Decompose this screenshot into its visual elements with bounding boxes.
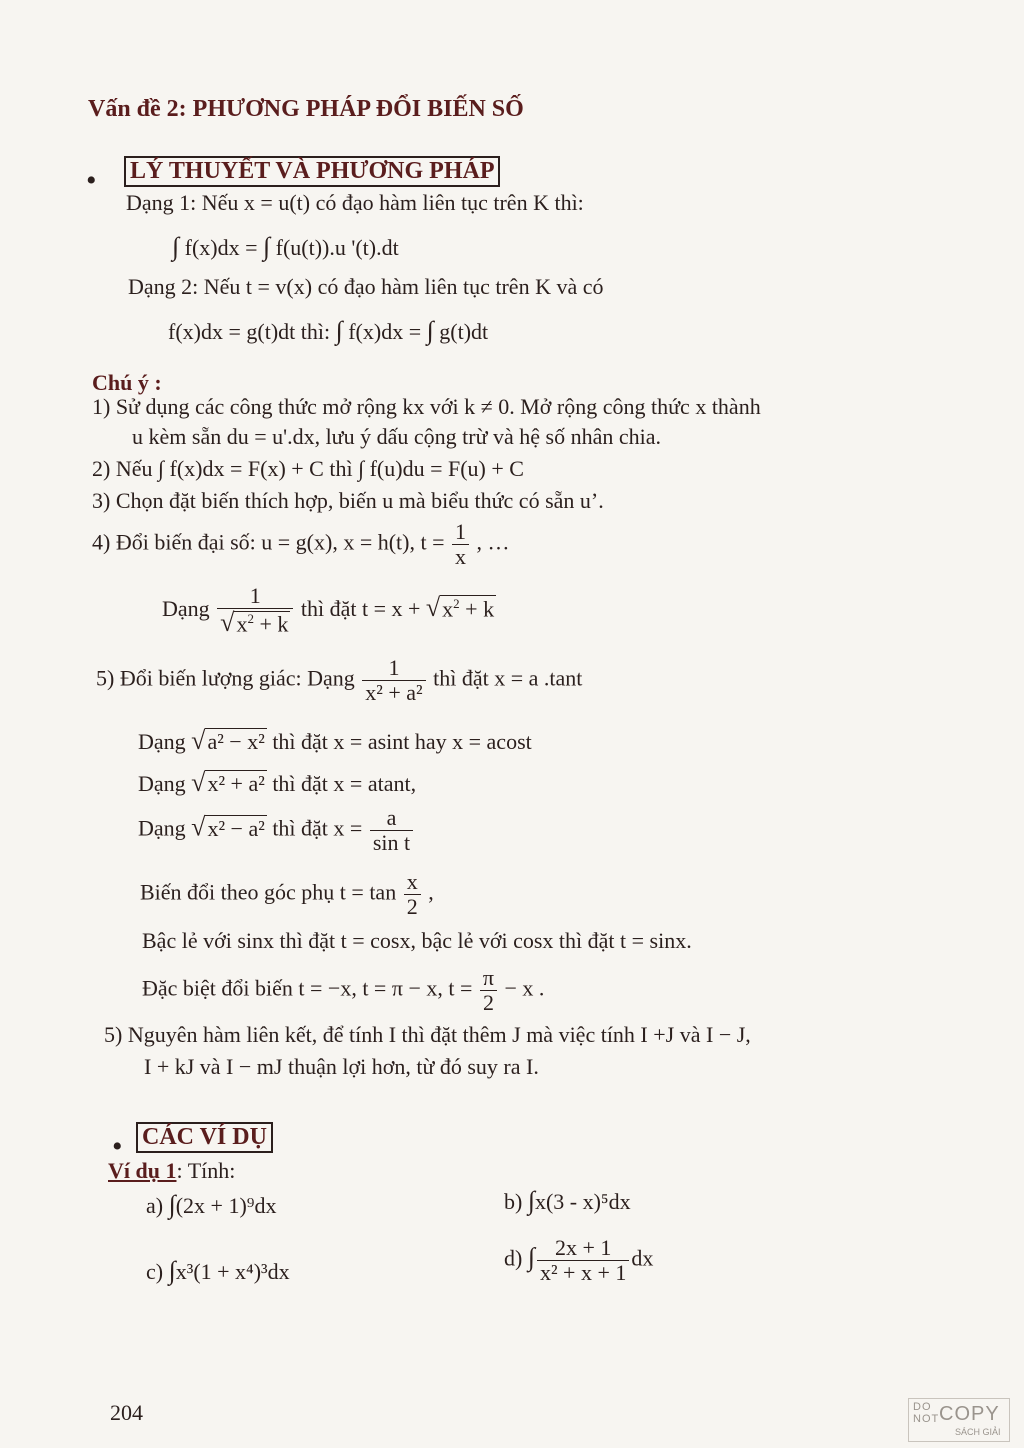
dang-then: thì đặt x = asint hay x = acost — [272, 729, 532, 754]
fraction-denominator: x² + x + 1 — [537, 1260, 629, 1285]
dang1-text: Dạng 1: Nếu x = u(t) có đạo hàm liên tục trên K thì: — [126, 190, 584, 215]
integral-icon: ∫ — [335, 316, 343, 345]
goc-phu-text: Biến đổi theo góc phụ t = tan — [140, 879, 397, 905]
dang-label: Dạng — [138, 729, 186, 754]
fraction — [537, 1236, 629, 1285]
notes-heading: Chú ý : — [92, 370, 162, 395]
note-4-tail: , … — [476, 529, 510, 555]
fraction — [217, 584, 293, 638]
fraction — [370, 806, 413, 855]
dang-label: Dạng — [138, 771, 186, 796]
note-5-text: 5) Đổi biến lượng giác: Dạng — [96, 665, 355, 691]
dang2-formula — [168, 316, 488, 346]
fraction-numerator: π — [482, 965, 494, 990]
fraction — [452, 520, 469, 569]
integral-icon: ∫ — [527, 1242, 535, 1272]
example-b — [504, 1186, 631, 1216]
fraction-numerator: 1 — [388, 655, 400, 680]
dang-then: thì đặt x = — [272, 815, 363, 841]
dang1-formula-left: f(x)dx = — [184, 235, 258, 260]
trig-dang-1 — [138, 726, 532, 756]
note-2: 2) Nếu ∫ f(x)dx = F(x) + C thì ∫ f(u)du = F(u) + C — [92, 456, 524, 481]
goc-phu — [140, 870, 434, 919]
fraction — [404, 870, 421, 919]
fraction-denominator: sin t — [370, 830, 413, 855]
fraction-denominator: $√x^2 + k$ — [217, 608, 293, 638]
bullet-icon: • — [86, 164, 97, 197]
logo-do: DO — [913, 1401, 932, 1413]
fraction-numerator: x — [406, 869, 418, 894]
page-title: Vấn đề 2: PHƯƠNG PHÁP ĐỔI BIẾN SỐ — [88, 96, 524, 122]
example-c — [146, 1256, 290, 1286]
note-6-line-2: I + kJ và I − mJ thuận lợi hơn, từ đó suy ra I. — [144, 1054, 539, 1079]
example-b-expr: x(3 - x)⁵dx — [534, 1189, 631, 1214]
dang1-formula — [172, 232, 399, 262]
fraction-numerator: a — [386, 805, 397, 830]
fraction-denominator: x — [452, 544, 469, 569]
trig-dang-3 — [138, 806, 415, 855]
sqrt-icon: √ — [191, 768, 206, 797]
dang-label: Dạng — [162, 595, 210, 621]
section-heading-theory: LÝ THUYẾT VÀ PHƯƠNG PHÁP — [124, 156, 500, 187]
sqrt-icon: √ — [191, 812, 206, 842]
integral-icon: ∫ — [168, 1190, 176, 1219]
example-a — [146, 1190, 276, 1220]
dac-biet-tail: − x . — [504, 975, 545, 1001]
fraction-numerator: 1 — [249, 583, 261, 608]
note-1-line-1: 1) Sử dụng các công thức mở rộng kx với k ≠ 0. Mở rộng công thức x thành — [92, 394, 761, 419]
sqrt-icon: √ — [220, 608, 235, 638]
example-d-tail: dx — [631, 1245, 654, 1271]
note-6-line-1: 5) Nguyên hàm liên kết, để tính I thì đặt thêm J mà việc tính I +J và I − J, — [104, 1022, 751, 1047]
note-4-dang: Dạng $\frac{1}{√x^2 + k}$ thì đặt $t = x + √x^2 + k$ — [162, 583, 495, 638]
goc-phu-tail: , — [428, 879, 434, 905]
example-1-heading — [108, 1158, 235, 1184]
dang1-formula-right: f(u(t)).u '(t).dt — [275, 235, 399, 260]
integral-icon: ∫ — [527, 1186, 535, 1215]
fraction — [480, 966, 497, 1015]
note-4-text: 4) Đổi biến đại số: u = g(x), x = h(t), t = — [92, 529, 445, 555]
logo-copy: COPY — [939, 1403, 1000, 1425]
note-3: 3) Chọn đặt biến thích hợp, biến u mà biểu thức có sẵn u’. — [92, 488, 604, 513]
fraction-numerator: 2x + 1 — [554, 1235, 612, 1260]
dang2-text: Dạng 2: Nếu t = v(x) có đạo hàm liên tục trên K và có — [128, 274, 604, 299]
fraction — [362, 656, 425, 705]
fraction-denominator: x² + a² — [362, 680, 425, 705]
do-not-copy-logo — [908, 1398, 1010, 1442]
example-a-expr: (2x + 1)⁹dx — [175, 1193, 277, 1218]
dac-biet-text: Đặc biệt đổi biến t = −x, t = π − x, t = — [142, 975, 473, 1001]
radicand: a² − x² — [207, 729, 265, 754]
fraction-numerator: 1 — [455, 519, 467, 544]
logo-not: NOT — [913, 1413, 940, 1425]
page-number: 204 — [110, 1400, 143, 1425]
radicand: x² + a² — [207, 771, 265, 796]
note-1-line-2: u kèm sẵn du = u'.dx, lưu ý dấu cộng trừ và hệ số nhân chia. — [132, 424, 661, 449]
example-1-tail: : Tính: — [176, 1158, 236, 1183]
dang2-formula-b: f(x)dx = — [348, 319, 422, 344]
dang2-formula-a: f(x)dx = g(t)dt thì: — [168, 319, 331, 344]
integral-icon: ∫ — [168, 1256, 176, 1285]
section-heading-examples: CÁC VÍ DỤ — [136, 1122, 273, 1153]
example-a-label: a) — [146, 1193, 164, 1218]
example-c-label: c) — [146, 1259, 164, 1284]
radicand-tail: + k — [465, 595, 495, 621]
fraction-denominator: 2 — [480, 990, 497, 1015]
note-5 — [96, 656, 582, 705]
example-d — [504, 1236, 653, 1285]
dang-then: thì đặt t = x + — [300, 595, 421, 621]
bullet-icon: • — [112, 1130, 123, 1163]
fraction-denominator: 2 — [404, 894, 421, 919]
integral-icon: ∫ — [263, 232, 271, 261]
bac-le: Bậc lẻ với sinx thì đặt t = cosx, bậc lẻ với cosx thì đặt t = sinx. — [142, 928, 692, 953]
logo-sach-giai: SÁCH GIẢI — [955, 1427, 1001, 1437]
integral-icon: ∫ — [426, 316, 434, 345]
example-1-label: Ví dụ 1 — [108, 1158, 177, 1183]
radicand: x — [236, 611, 248, 637]
dang-then: thì đặt x = atant, — [272, 771, 417, 796]
dang-label: Dạng — [138, 815, 186, 841]
example-b-label: b) — [504, 1189, 523, 1214]
sqrt-icon: √ — [425, 592, 441, 622]
radicand-tail: + k — [259, 611, 289, 637]
integral-icon: ∫ — [172, 232, 180, 261]
sqrt-icon: √ — [191, 726, 206, 755]
radicand: x² − a² — [207, 815, 265, 841]
note-5-then: thì đặt x = a .tant — [433, 665, 583, 691]
dac-biet — [142, 966, 544, 1015]
trig-dang-2 — [138, 768, 416, 798]
dang2-formula-c: g(t)dt — [439, 319, 489, 344]
example-c-expr: x³(1 + x⁴)³dx — [175, 1259, 290, 1284]
example-d-label: d) — [504, 1245, 523, 1271]
note-4 — [92, 520, 510, 569]
